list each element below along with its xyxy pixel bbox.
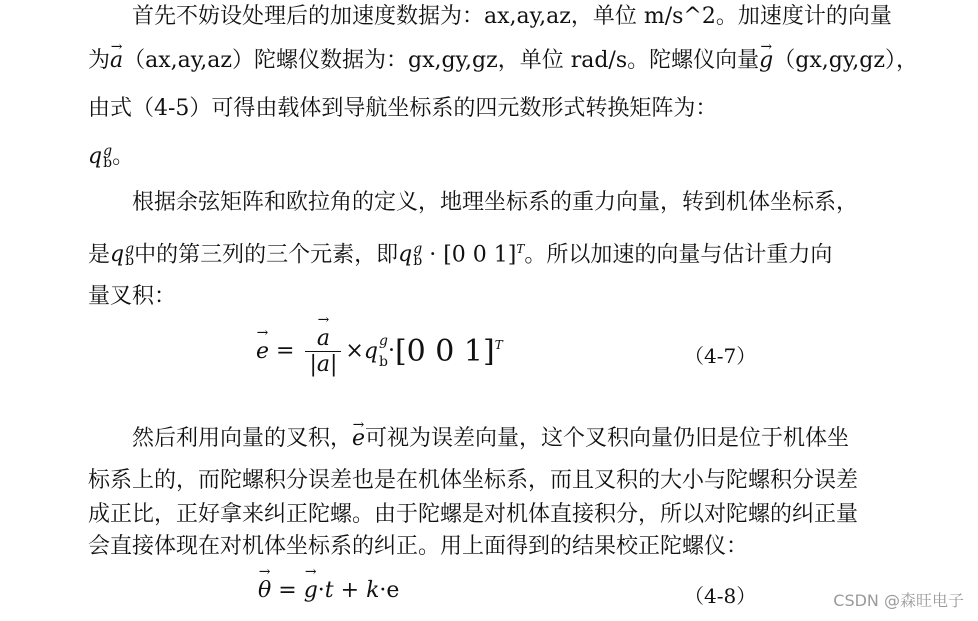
eq47-den: |a|	[309, 352, 338, 377]
quaternion-q	[88, 142, 112, 172]
para1-line2-a: 为	[88, 48, 111, 73]
eq47-equals: =	[276, 338, 295, 364]
para3-line1	[132, 424, 849, 454]
q-sup: g	[103, 143, 113, 159]
eq47-times: ×	[345, 338, 364, 364]
equation-number-4-8: （4-8）	[684, 584, 757, 608]
para1-line1: 首先不妨设处理后的加速度数据为：ax,ay,az，单位 m/s^2。加速度计的向量	[132, 4, 892, 29]
equation-4-8	[258, 578, 399, 603]
vector-a: → a	[110, 46, 123, 76]
eq47-fraction	[305, 326, 341, 377]
eq48-plus: +	[340, 578, 360, 603]
q-sub: b	[125, 253, 135, 270]
quaternion-q-inline	[110, 240, 134, 270]
para2-line1: 根据余弦矩阵和欧拉角的定义，地理坐标系的重力向量，转到机体坐标系，	[132, 190, 859, 215]
eq48-t: t	[324, 578, 334, 603]
eq47-T: T	[494, 338, 503, 353]
para3-line1-a: 然后利用向量的叉积，	[132, 426, 353, 451]
para2-line2-a: 是	[88, 242, 111, 268]
equation-number-4-7: （4-7）	[684, 344, 757, 368]
para3-line3: 成正比，正好拿来纠正陀螺。由于陀螺是对机体直接积分，所以对陀螺的纠正量	[88, 502, 859, 527]
matrix-001: [0 0 1]	[443, 242, 517, 268]
eq48-g: → g	[304, 578, 318, 603]
para1-line4-end: 。	[112, 144, 135, 169]
q-sup: g	[378, 332, 388, 349]
eq48-dot2: ·	[379, 578, 387, 603]
para1-line4	[88, 142, 134, 172]
eq48-e: e	[386, 578, 400, 603]
para3-line2: 标系上的，而陀螺积分误差也是在机体坐标系，而且叉积的大小与陀螺积分误差	[88, 468, 859, 493]
quaternion-q-inline2	[398, 240, 422, 270]
q-base: q	[88, 144, 103, 169]
eq48-theta: → θ	[258, 578, 271, 603]
q-sup: g	[413, 241, 423, 258]
para2-line2-b: 中的第三列的三个元素，即	[134, 242, 399, 268]
q-sub: b	[378, 353, 388, 370]
eq47-q	[363, 332, 388, 370]
q-base: q	[363, 338, 378, 364]
eq47-dot: ·	[387, 338, 395, 364]
q-sub: b	[413, 253, 423, 270]
para1-line3: 由式（4-5）可得由载体到导航坐标系的四元数形式转换矩阵为：	[88, 96, 718, 121]
para3-line1-b: 可视为误差向量，这个叉积向量仍旧是位于机体坐	[365, 426, 850, 451]
para2-line2: 是q g b 中的第三列的三个元素，即q g b · [0 0 1]$^T$。所以加速的向量与估计重力向	[88, 234, 832, 270]
eq48-dot1: ·	[317, 578, 325, 603]
q-sub: b	[103, 155, 113, 171]
eq48-k: k	[366, 578, 380, 603]
vector-g: → g	[759, 46, 773, 76]
eq47-lhs: → e	[256, 339, 269, 364]
transpose-T: T	[516, 242, 525, 256]
para2-line2-c: 。所以加速的向量与估计重力向	[524, 242, 833, 268]
para1-line2	[88, 46, 918, 76]
csdn-watermark: CSDN @森旺电子	[833, 591, 964, 610]
eq47-num: → a	[317, 326, 330, 351]
para1-line2-b: （ax,ay,az）陀螺仪数据为：gx,gy,gz，单位 rad/s。陀螺仪向量	[123, 48, 760, 73]
q-base: q	[398, 242, 413, 268]
eq47-matrix: [0 0 1]	[394, 334, 495, 369]
eq48-equals: =	[278, 578, 297, 603]
para3-line4: 会直接体现在对机体坐标系的纠正。用上面得到的结果校正陀螺仪：	[88, 534, 749, 559]
q-base: q	[110, 242, 125, 268]
para1-line2-c: （gx,gy,gz），	[773, 48, 918, 73]
vector-e: → e	[352, 424, 365, 454]
equation-4-7	[256, 326, 503, 377]
para2-line3: 量叉积：	[88, 284, 177, 309]
q-sup: g	[125, 241, 135, 258]
